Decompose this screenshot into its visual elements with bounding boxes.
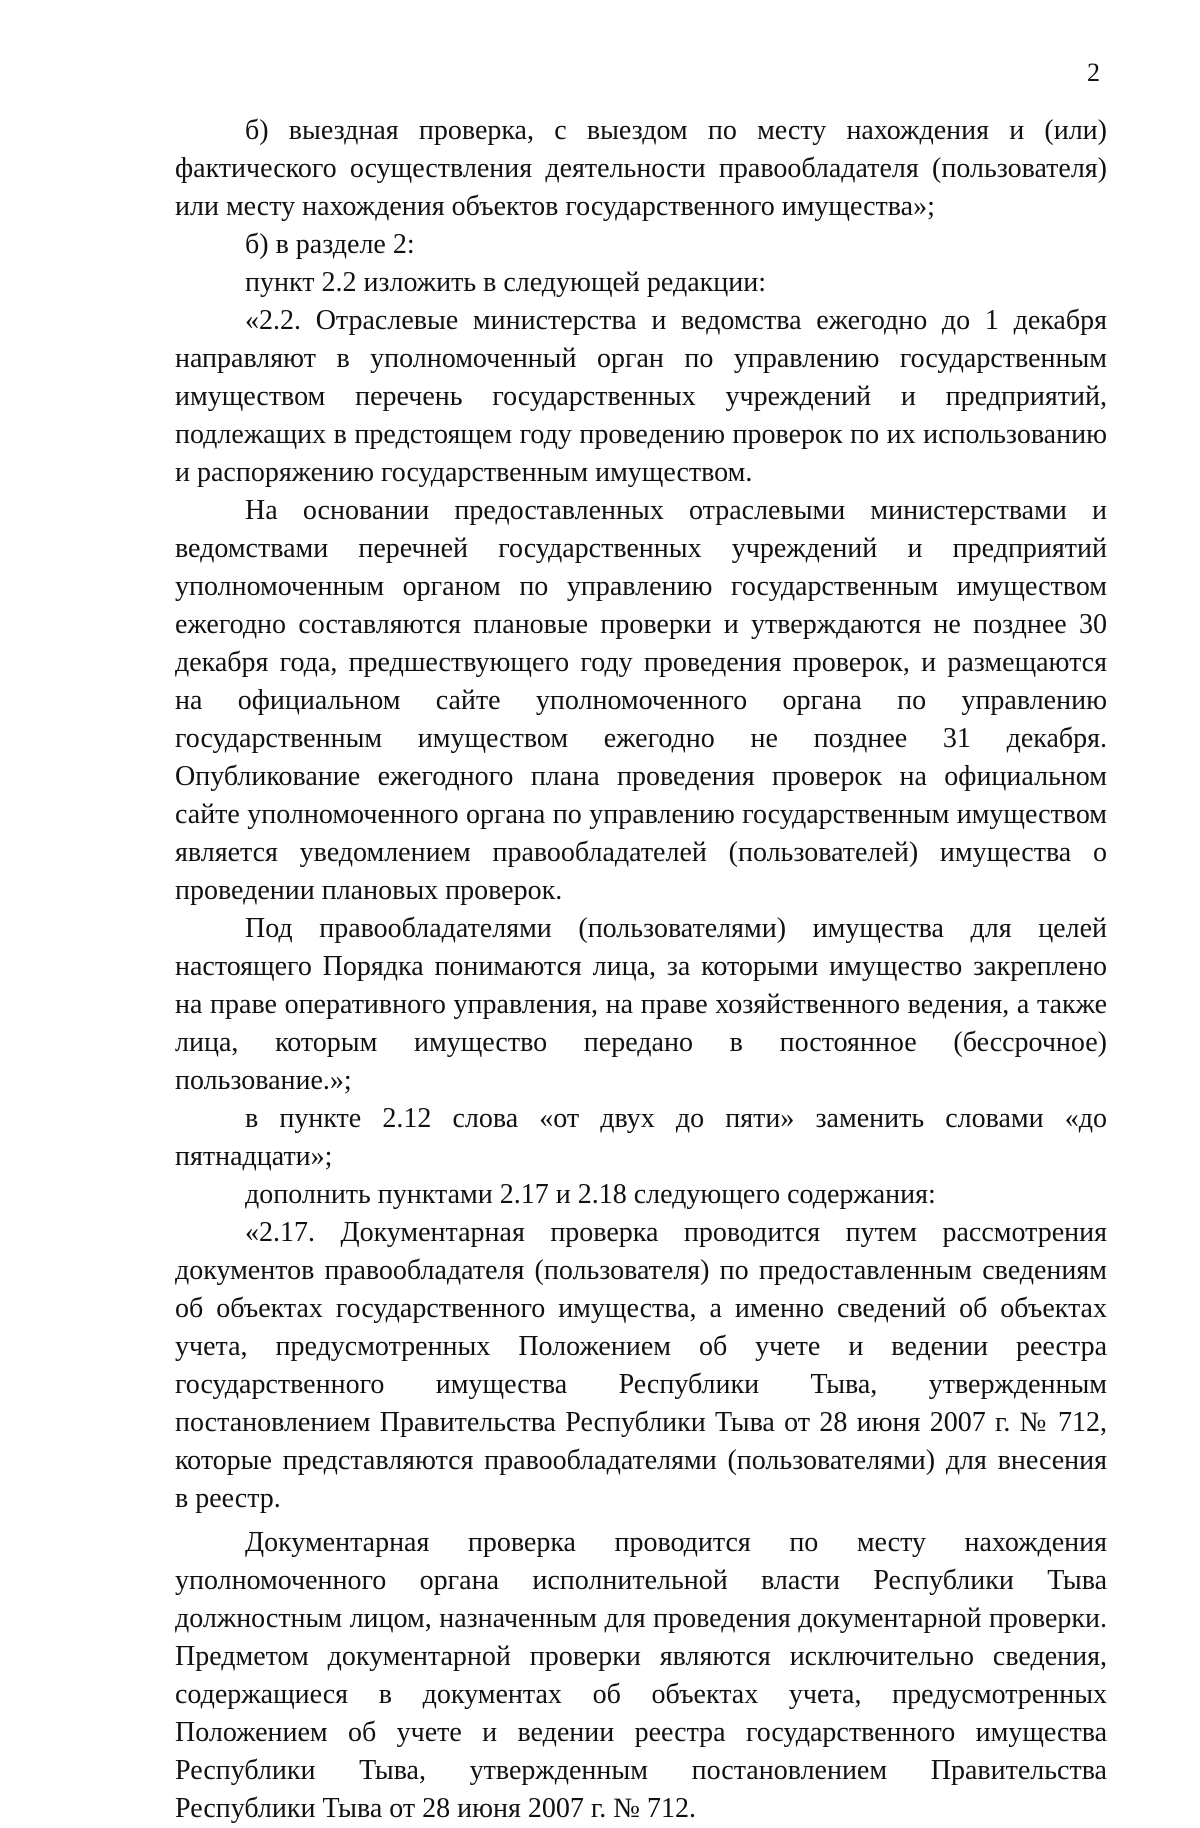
paragraph-1: б) выездная проверка, с выездом по месту нахождения и (или) фактического осуществления деятельности правообладателя (пользователя) или месту нахождения объектов государственного имущества»; [175,115,1107,222]
paragraph-8: дополнить пунктами 2.17 и 2.18 следующего содержания: [245,1179,936,1210]
paragraph-10: Документарная проверка проводится по месту нахождения уполномоченного органа исполнительной власти Республики Тыва должностным лицом, назначенным для проведения документарной проверки. Предметом документарной проверки являются исключительно сведения, содержащиеся в документах об объектах учета, предусмотренных Положением об учете и ведении реестра государственного имущества Республики Тыва, утвержденным постановлением Правительства Республики Тыва от 28 июня 2007 г. № 712. [175,1527,1107,1824]
document-body [175,112,1107,1828]
paragraph-3: пункт 2.2 изложить в следующей редакции: [245,267,766,298]
paragraph-9: «2.17. Документарная проверка проводится путем рассмотрения документов правообладателя (пользователя) по предоставленным сведениям об объектах государственного имущества, а именно сведений об объектах учета, предусмотренных Положением об учете и ведении реестра государственного имущества Республики Тыва, утвержденным постановлением Правительства Республики Тыва от 28 июня 2007 г. № 712, которые представляются правообладателями (пользователями) для внесения в реестр. [175,1217,1107,1514]
paragraph-6: Под правообладателями (пользователями) имущества для целей настоящего Порядка понимаются лица, за которыми имущество закреплено на праве оперативного управления, на праве хозяйственного ведения, а также лица, которым имущество передано в постоянное (бессрочное) пользование.»; [175,913,1107,1096]
page-number: 2 [1087,58,1100,87]
paragraph-5: На основании предоставленных отраслевыми министерствами и ведомствами перечней государственных учреждений и предприятий уполномоченным органом по управлению государственным имуществом ежегодно составляются плановые проверки и утверждаются не позднее 30 декабря года, предшествующего году проведения проверок, и размещаются на официальном сайте уполномоченного органа по управлению государственным имуществом ежегодно не позднее 31 декабря. Опубликование ежегодного плана проведения проверок на официальном сайте уполномоченного органа по управлению государственным имуществом является уведомлением правообладателей (пользователей) имущества о проведении плановых проверок. [175,495,1107,906]
paragraph-4: «2.2. Отраслевые министерства и ведомства ежегодно до 1 декабря направляют в уполномоченный орган по управлению государственным имуществом перечень государственных учреждений и предприятий, подлежащих в предстоящем году проведению проверок по их использованию и распоряжению государственным имуществом. [175,305,1107,488]
paragraph-7: в пункте 2.12 слова «от двух до пяти» заменить словами «до пятнадцати»; [175,1103,1107,1172]
paragraph-2: б) в разделе 2: [245,229,415,260]
